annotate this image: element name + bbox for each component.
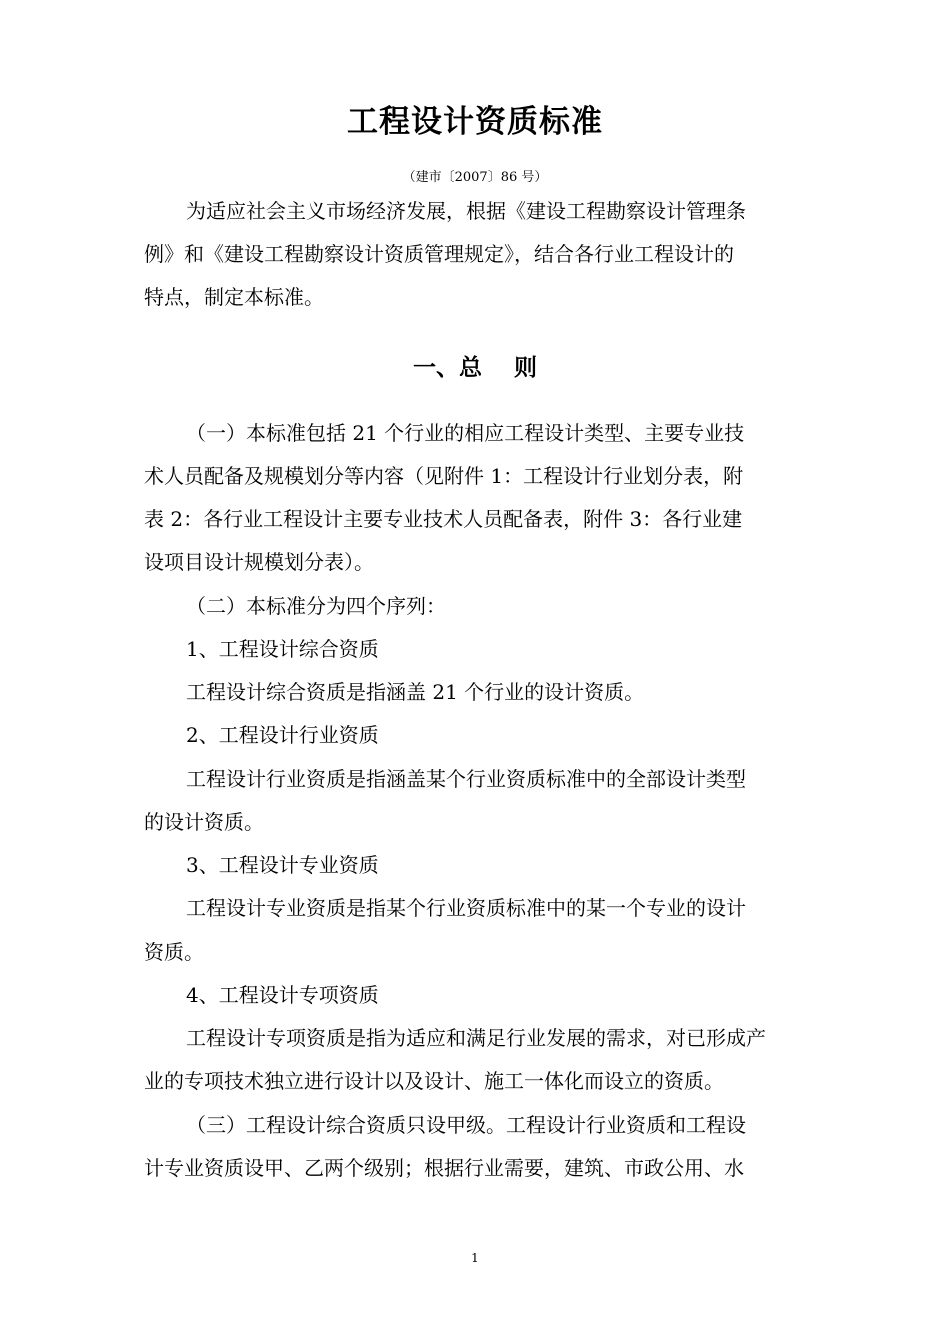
body-line: 计专业资质设甲、乙两个级别；根据行业需要，建筑、市政公用、水 xyxy=(144,1156,744,1180)
intro-line: 特点，制定本标准。 xyxy=(144,285,324,309)
body-line: 工程设计专业资质是指某个行业资质标准中的某一个专业的设计 xyxy=(186,896,746,920)
body-line: 的设计资质。 xyxy=(144,810,264,834)
body-line: 资质。 xyxy=(144,940,204,964)
body-line: 工程设计专项资质是指为适应和满足行业发展的需求，对已形成产 xyxy=(186,1026,766,1050)
document-subtitle: （建市〔2007〕86 号） xyxy=(402,170,548,185)
body-line: （二）本标准分为四个序列： xyxy=(186,594,446,618)
section-heading: 一、总 则 xyxy=(412,354,538,381)
intro-line: 为适应社会主义市场经济发展，根据《建设工程勘察设计管理条 xyxy=(186,199,746,223)
body-line: 表 2：各行业工程设计主要专业技术人员配备表，附件 3：各行业建 xyxy=(144,507,743,531)
body-line: 工程设计综合资质是指涵盖 21 个行业的设计资质。 xyxy=(186,680,645,704)
body-line: 3、工程设计专业资质 xyxy=(186,853,379,877)
page-number: 1 xyxy=(471,1251,479,1265)
body-line: 4、工程设计专项资质 xyxy=(186,983,379,1007)
body-line: 术人员配备及规模划分等内容（见附件 1：工程设计行业划分表，附 xyxy=(144,464,744,488)
body-line: 设项目设计规模划分表）。 xyxy=(144,550,374,574)
document-title: 工程设计资质标准 xyxy=(347,104,603,140)
body-line: 业的专项技术独立进行设计以及设计、施工一体化而设立的资质。 xyxy=(144,1069,724,1093)
body-line: （三）工程设计综合资质只设甲级。工程设计行业资质和工程设 xyxy=(186,1113,746,1137)
body-line: 工程设计行业资质是指涵盖某个行业资质标准中的全部设计类型 xyxy=(186,767,746,791)
body-line: 2、工程设计行业资质 xyxy=(186,723,379,747)
body-line: 1、工程设计综合资质 xyxy=(186,637,379,661)
body-line: （一）本标准包括 21 个行业的相应工程设计类型、主要专业技 xyxy=(186,421,745,445)
intro-line: 例》和《建设工程勘察设计资质管理规定》，结合各行业工程设计的 xyxy=(144,242,734,266)
